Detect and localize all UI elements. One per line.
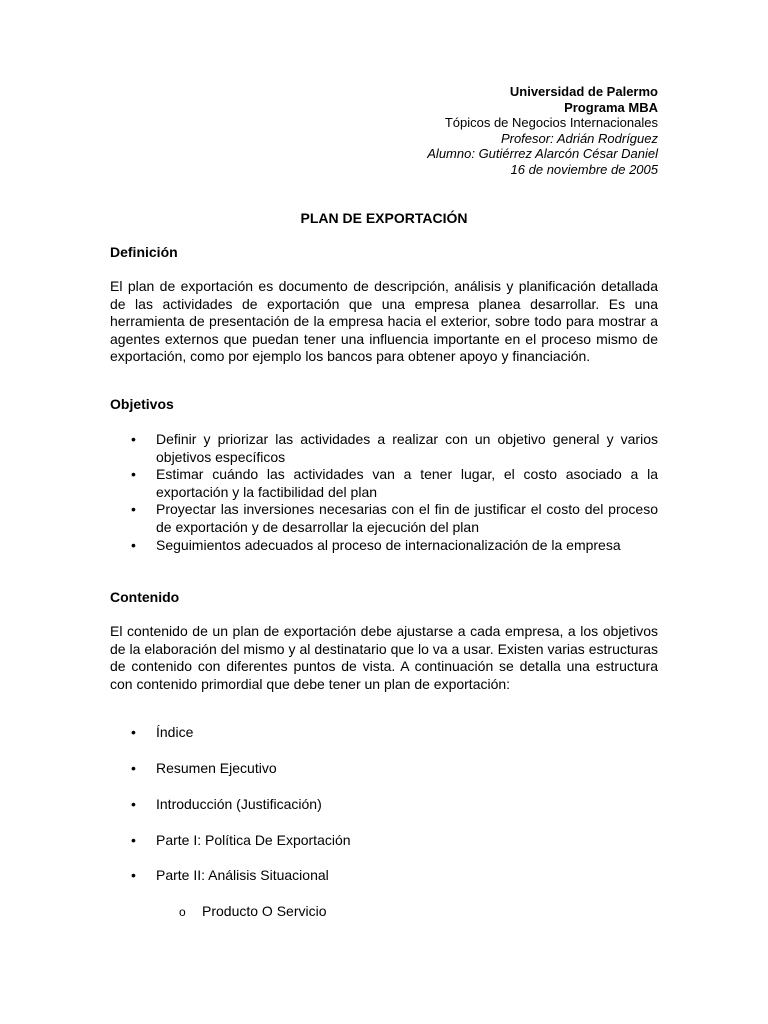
university-name: Universidad de Palermo (509, 84, 658, 99)
bullet-icon: • (131, 466, 136, 483)
definicion-paragraph: El plan de exportación es documento de descripción, análisis y planificación detallada de las actividades de exportación que una empresa planea desarrollar. Es una herramienta de presentación de la empresa hacia el exterior, sobre todo para mostrar a agentes externos que puedan tener una influencia importante en el proceso mismo de exportación, como por ejemplo los bancos para obtener apoyo y financiación. (110, 278, 658, 365)
definicion-section (110, 244, 658, 262)
list-item-text: Estimar cuándo las actividades van a tener lugar, el costo asociado a la exportación y la factibilidad del plan (156, 466, 658, 500)
list-item-text: Definir y priorizar las actividades a realizar con un objetivo general y varios objetivos específicos (156, 431, 658, 465)
list-item (110, 537, 658, 555)
document-date: 16 de noviembre de 2005 (510, 161, 658, 177)
contenido-section (110, 589, 658, 607)
list-item (110, 431, 658, 466)
objetivos-heading: Objetivos (110, 396, 174, 412)
sub-bullet-icon: o (179, 905, 186, 919)
list-item-text: Producto O Servicio (202, 903, 327, 919)
list-item-text: Parte I: Política De Exportación (156, 832, 351, 848)
list-item (110, 501, 658, 536)
definicion-heading: Definición (110, 244, 178, 260)
contenido-paragraph: El contenido de un plan de exportación debe ajustarse a cada empresa, a los objetivos de la elaboración del mismo y al destinatario que lo va a usar. Existen varias estructuras de contenido con diferentes puntos de vista. A continuación se detalla una estructura con contenido primordial que debe tener un plan de exportación: (110, 623, 658, 692)
document-title: PLAN DE EXPORTACIÓN (300, 210, 468, 226)
objetivos-list (110, 431, 658, 554)
program-name: Programa MBA (564, 99, 658, 115)
bullet-icon: • (131, 796, 136, 812)
list-item-text: Proyectar las inversiones necesarias con el fin de justificar el costo del proceso de exportación y de desarrollar la ejecución del plan (156, 501, 658, 535)
course-name: Tópicos de Negocios Internacionales (444, 115, 658, 131)
bullet-icon: • (131, 724, 136, 740)
list-item-text: Parte II: Análisis Situacional (156, 867, 329, 883)
author-header (427, 84, 658, 178)
student-name: Alumno: Gutiérrez Alarcón César Daniel (427, 146, 658, 162)
list-item-text: Índice (156, 724, 194, 740)
bullet-icon: • (131, 832, 136, 848)
bullet-icon: • (131, 431, 136, 447)
objetivos-section (110, 396, 658, 414)
bullet-icon: • (131, 760, 136, 776)
list-item (110, 466, 658, 501)
bullet-icon: • (131, 867, 136, 883)
list-item-text: Seguimientos adecuados al proceso de internacionalización de la empresa (156, 536, 621, 553)
list-item-text: Introducción (Justificación) (156, 796, 322, 812)
bullet-icon: • (131, 536, 136, 553)
bullet-icon: • (131, 501, 136, 518)
professor-name: Profesor: Adrián Rodríguez (500, 130, 658, 146)
list-item-text: Resumen Ejecutivo (156, 760, 277, 776)
contenido-heading: Contenido (110, 589, 180, 605)
